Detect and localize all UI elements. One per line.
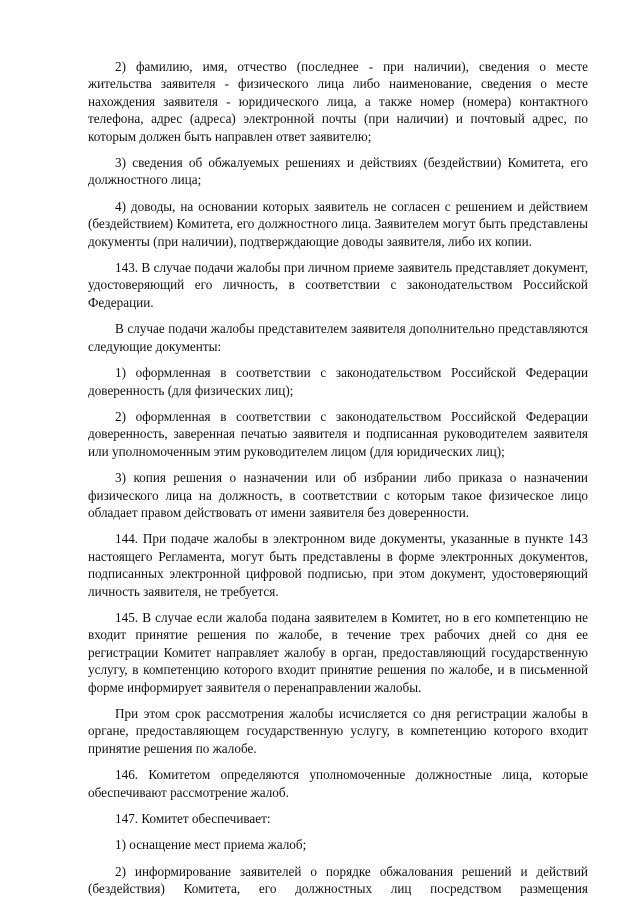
paragraph-review-period: При этом срок рассмотрения жалобы исчисляется со дня регистрации жалобы в органе, предоставляющем государственную услугу, в компетенцию которого входит принятие решения по жалобе.: [88, 706, 588, 756]
paragraph-doc-2-certified-attorney: 2) оформленная в соответствии с законодательством Российской Федерации доверенность, заверенная печатью заявителя и подписанная руководителем заявителя или уполномоченным этим руководителем лицом (для юридических лиц);: [88, 408, 588, 459]
paragraph-145: 145. В случае если жалоба подана заявителем в Комитет, но в его компетенцию не входит принятие решения по жалобе, в течение трех рабочих дней со дня ее регистрации Комитет направляет жалобу в орган, предоставляющий государственную услугу, в компетенцию которого входит принятие решения по жалобе, и в письменной форме информирует заявителя о перенаправлении жалобы.: [88, 609, 588, 695]
paragraph-item-2-applicant-details: 2) фамилию, имя, отчество (последнее - при наличии), сведения о месте жительства заявителя - физического лица либо наименование, сведения о месте нахождения заявителя - юридического лица, а также номер (номера) контактного телефона, адрес (адреса) электронной почты (при наличии) и почтовый адрес, по которым должен быть направлен ответ заявителю;: [88, 59, 588, 144]
paragraph-146: 146. Комитетом определяются уполномоченные должностные лица, которые обеспечивают рассмотрение жалоб.: [88, 767, 588, 800]
paragraph-doc-3-appointment-copy: 3) копия решения о назначении или об избрании либо приказа о назначении физического лица на должность, в соответствии с которым такое физическое лицо обладает правом действовать от имени заявителя без доверенности.: [88, 470, 588, 520]
paragraph-147-item-1: 1) оснащение мест приема жалоб;: [115, 837, 307, 853]
paragraph-representative-documents: В случае подачи жалобы представителем заявителя дополнительно представляются следующие документы:: [88, 321, 588, 354]
paragraph-147-item-2: 2) информирование заявителей о порядке обжалования решений и действий (бездействия) Комитета, его должностных лиц посредством размещения: [88, 863, 588, 897]
paragraph-item-4-arguments: 4) доводы, на основании которых заявитель не согласен с решением и действием (бездействием) Комитета, его должностного лица. Заявителем могут быть представлены документы (при наличии), подтверждающие доводы заявителя, либо их копии.: [88, 198, 588, 249]
paragraph-143: 143. В случае подачи жалобы при личном приеме заявитель представляет документ, удостоверяющий его личность, в соответствии с законодательством Российской Федерации.: [88, 260, 588, 310]
paragraph-147: 147. Комитет обеспечивает:: [115, 811, 271, 827]
paragraph-item-3-appealed-decisions: 3) сведения об обжалуемых решениях и действиях (бездействии) Комитета, его должностного лица;: [88, 155, 588, 188]
paragraph-144: 144. При подаче жалобы в электронном виде документы, указанные в пункте 143 настоящего Регламента, могут быть представлены в форме электронных документов, подписанных электронной цифровой подписью, при этом документ, удостоверяющий личность заявителя, не требуется.: [88, 531, 588, 599]
paragraph-doc-1-power-of-attorney: 1) оформленная в соответствии с законодательством Российской Федерации доверенность (для физических лиц);: [88, 365, 588, 398]
